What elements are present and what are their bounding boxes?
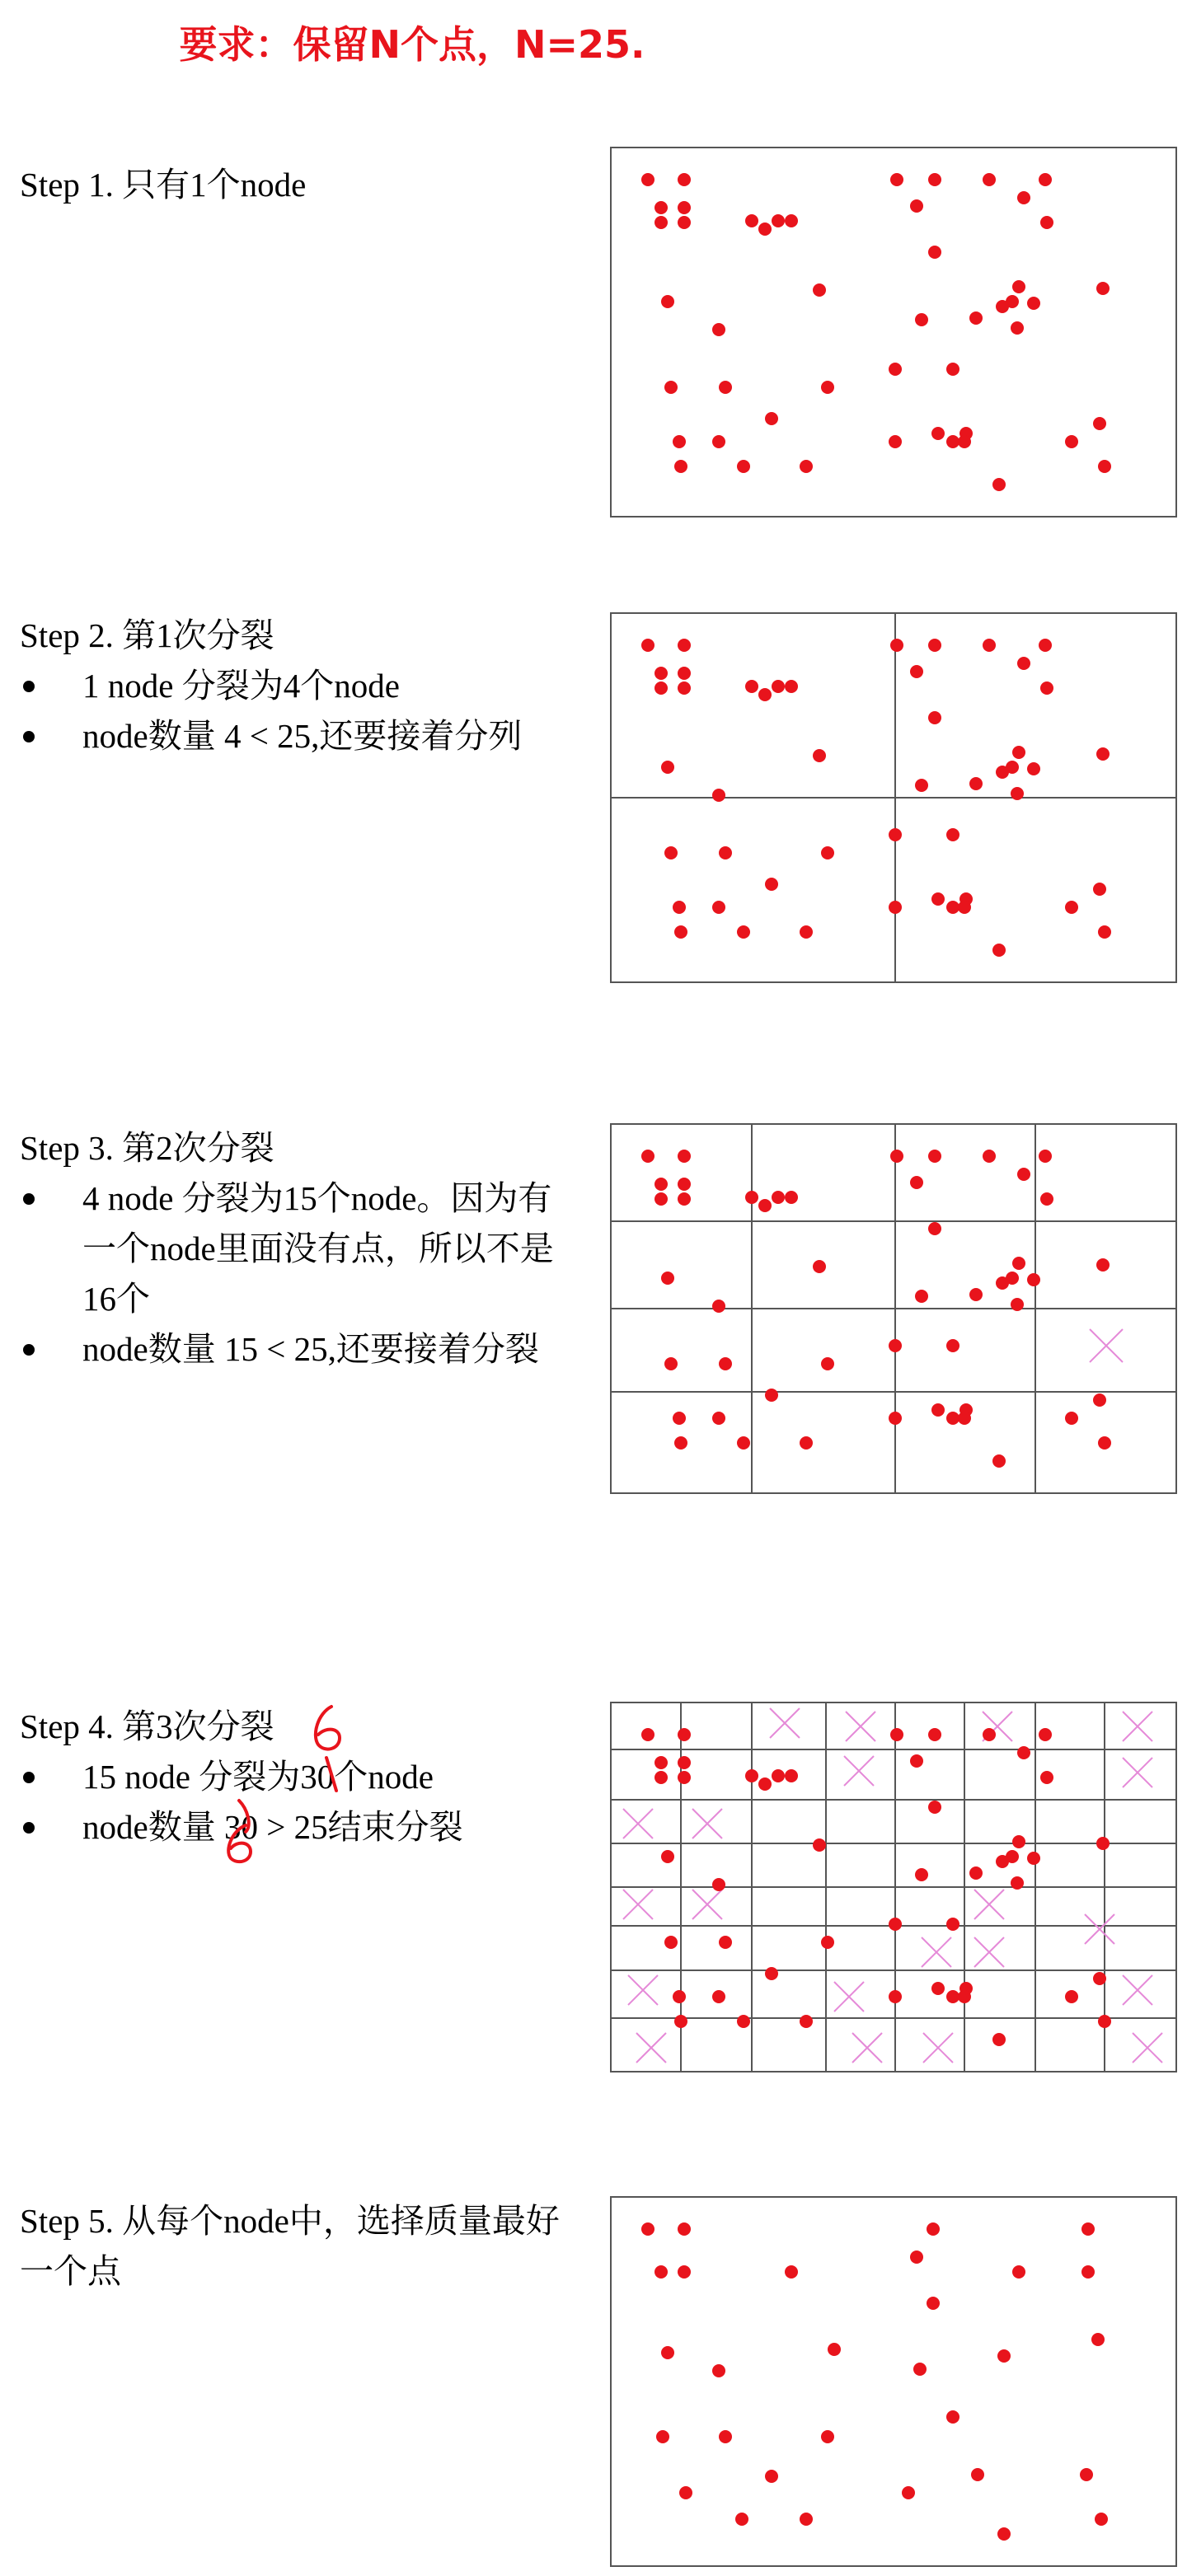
feature-point (969, 1288, 983, 1301)
feature-point (1011, 1298, 1024, 1311)
feature-point (946, 1990, 959, 2003)
feature-point (737, 460, 750, 473)
step-4-handwriting (0, 1702, 577, 1899)
feature-point (678, 681, 691, 695)
step-4-bullet-1: 15 node 分裂为30个node (20, 1752, 564, 1802)
feature-point (654, 681, 668, 695)
feature-point (758, 222, 772, 236)
feature-point (712, 789, 725, 802)
selected-point (678, 2222, 691, 2236)
selected-point (902, 2486, 915, 2499)
selected-point (785, 2265, 798, 2279)
feature-point (813, 1838, 826, 1852)
feature-point (928, 639, 941, 652)
empty-node-cross-icon (974, 1937, 1004, 1967)
feature-point (890, 639, 903, 652)
feature-point (946, 1339, 959, 1352)
step-3-bullet-2: node数量 15 < 25,还要接着分裂 (20, 1324, 564, 1375)
feature-point (712, 435, 725, 448)
feature-point (719, 1936, 732, 1949)
feature-point (915, 779, 928, 792)
feature-point (821, 381, 834, 394)
step-5-heading: Step 5. 从每个node中，选择质量最好一个点 (20, 2202, 560, 2290)
feature-point (1039, 639, 1052, 652)
selected-point (712, 2364, 725, 2377)
feature-point (800, 460, 813, 473)
feature-point (992, 944, 1006, 957)
selected-point (1012, 2265, 1025, 2279)
step-3-heading: Step 3. 第2次分裂 (20, 1129, 274, 1167)
empty-node-cross-icon (628, 1975, 658, 2005)
empty-node-cross-icon (636, 2033, 666, 2063)
selected-point (679, 2486, 692, 2499)
feature-point (1040, 681, 1053, 695)
feature-point (1027, 762, 1040, 775)
feature-point (673, 1990, 686, 2003)
step-5-text (20, 2196, 564, 2297)
empty-node-cross-icon (974, 1890, 1004, 1919)
step-4-diagram (610, 1702, 1179, 2074)
empty-node-cross-icon (1133, 2033, 1162, 2063)
feature-point (800, 1436, 813, 1450)
feature-point (1065, 1412, 1078, 1425)
feature-point (1040, 1771, 1053, 1784)
feature-point (664, 846, 678, 859)
empty-node-cross-icon (692, 1890, 722, 1919)
feature-point (661, 761, 674, 774)
feature-point (983, 1728, 996, 1741)
feature-point (745, 1191, 758, 1204)
feature-point (719, 846, 732, 859)
feature-point (1039, 1150, 1052, 1163)
selected-point (719, 2430, 732, 2443)
empty-node-cross-icon (692, 1809, 722, 1838)
selected-point (997, 2349, 1011, 2363)
feature-point (674, 1436, 687, 1450)
selected-point (946, 2410, 959, 2424)
feature-point (813, 749, 826, 762)
step-2-text (20, 611, 564, 761)
empty-node-cross-icon (846, 1712, 875, 1741)
feature-point (813, 283, 826, 297)
feature-point (1027, 1273, 1040, 1286)
empty-node-cross-icon (922, 1937, 951, 1967)
feature-point (1012, 1835, 1025, 1848)
empty-node-cross-icon (623, 1809, 653, 1838)
feature-point (641, 173, 654, 186)
feature-point (641, 1150, 654, 1163)
feature-point (800, 925, 813, 939)
step-3-grid (611, 1124, 1176, 1493)
feature-point (915, 1868, 928, 1881)
selected-point (765, 2470, 778, 2483)
step-3-empty-node-cross-icon (1090, 1329, 1123, 1362)
feature-point (765, 1967, 778, 1980)
feature-point (928, 1801, 941, 1814)
feature-point (928, 246, 941, 259)
step-2-heading: Step 2. 第1次分裂 (20, 616, 274, 654)
step-2-diagram (610, 612, 1179, 985)
feature-point (910, 1754, 923, 1768)
feature-point (1039, 173, 1052, 186)
feature-point (992, 1454, 1006, 1468)
selected-point (971, 2468, 984, 2481)
handwritten-strike-top (326, 1758, 336, 1791)
feature-point (1011, 321, 1024, 335)
feature-point (910, 1176, 923, 1189)
feature-point (946, 435, 959, 448)
selected-point (678, 2265, 691, 2279)
feature-point (673, 435, 686, 448)
feature-point (1017, 1168, 1030, 1181)
feature-point (661, 295, 674, 308)
step-2-bullet-2: node数量 4 < 25,还要接着分列 (20, 711, 564, 761)
feature-point (915, 1290, 928, 1303)
feature-point (915, 313, 928, 326)
feature-point (661, 1272, 674, 1285)
feature-point (889, 363, 902, 376)
feature-point (946, 1412, 959, 1425)
feature-point (712, 1990, 725, 2003)
selected-point (1095, 2513, 1108, 2526)
step-4-grid (611, 1703, 1176, 2072)
feature-point (678, 201, 691, 214)
feature-point (772, 1769, 785, 1782)
feature-point (889, 1412, 902, 1425)
empty-node-cross-icon (834, 1982, 864, 2012)
feature-point (772, 680, 785, 693)
feature-point (745, 1769, 758, 1782)
feature-point (931, 427, 945, 440)
empty-node-cross-icon (1123, 1975, 1152, 2005)
selected-point (661, 2346, 674, 2359)
feature-point (996, 1276, 1009, 1290)
feature-point (890, 173, 903, 186)
feature-point (674, 460, 687, 473)
step-1-points (641, 173, 1111, 491)
feature-point (889, 1990, 902, 2003)
feature-point (983, 1150, 996, 1163)
feature-point (889, 1918, 902, 1931)
step-3-bullet-1: 4 node 分裂为15个node。因为有一个node里面没有点，所以不是16个 (20, 1173, 564, 1324)
step-2-bullet-1: 1 node 分裂为4个node (20, 661, 564, 711)
feature-point (969, 311, 983, 325)
feature-point (1027, 297, 1040, 310)
feature-point (890, 1728, 903, 1741)
feature-point (719, 1357, 732, 1370)
feature-point (958, 1412, 971, 1425)
step-1-heading: Step 1. 只有1个node (20, 166, 307, 204)
feature-point (931, 892, 945, 906)
feature-point (654, 1771, 668, 1784)
empty-node-cross-icon (844, 1756, 874, 1786)
step-4-empty-node-marks (623, 1708, 1162, 2063)
feature-point (678, 173, 691, 186)
feature-point (765, 412, 778, 425)
feature-point (992, 478, 1006, 491)
feature-point (664, 381, 678, 394)
selected-point (821, 2430, 834, 2443)
feature-point (654, 667, 668, 680)
feature-point (969, 777, 983, 790)
feature-point (654, 201, 668, 214)
empty-node-cross-icon (1123, 1712, 1152, 1741)
selected-point (910, 2250, 923, 2264)
feature-point (946, 1918, 959, 1931)
feature-point (946, 363, 959, 376)
feature-point (1017, 191, 1030, 204)
feature-point (931, 1403, 945, 1417)
feature-point (719, 381, 732, 394)
feature-point (1017, 1746, 1030, 1759)
feature-point (1098, 1436, 1111, 1450)
selected-point (641, 2222, 654, 2236)
feature-point (678, 1150, 691, 1163)
feature-point (712, 1878, 725, 1891)
selected-point (1091, 2333, 1105, 2346)
feature-point (772, 1191, 785, 1204)
feature-point (1011, 787, 1024, 800)
feature-point (641, 1728, 654, 1741)
feature-point (996, 300, 1009, 313)
feature-point (737, 2015, 750, 2028)
feature-point (673, 1412, 686, 1425)
feature-point (785, 1769, 798, 1782)
feature-point (1096, 282, 1110, 295)
feature-point (928, 1728, 941, 1741)
feature-point (1098, 925, 1111, 939)
feature-point (737, 1436, 750, 1450)
feature-point (772, 214, 785, 227)
step-4-bullet-2: node数量 30 > 25结束分裂 (20, 1802, 564, 1852)
handwritten-six-top (316, 1707, 340, 1749)
feature-point (678, 1728, 691, 1741)
selected-point (1080, 2468, 1093, 2481)
feature-point (1065, 435, 1078, 448)
feature-point (641, 639, 654, 652)
feature-point (654, 1192, 668, 1206)
feature-point (821, 1936, 834, 1949)
step-1-text (20, 160, 564, 210)
empty-node-cross-icon (770, 1708, 800, 1738)
step-5-diagram (610, 2196, 1179, 2569)
feature-point (931, 1982, 945, 1995)
selected-point (1081, 2265, 1095, 2279)
selected-point (800, 2513, 813, 2526)
feature-point (1011, 1876, 1024, 1890)
feature-point (1065, 901, 1078, 914)
selected-point (654, 2265, 668, 2279)
feature-point (654, 216, 668, 229)
feature-point (785, 1191, 798, 1204)
feature-point (928, 1222, 941, 1235)
selected-point (913, 2363, 927, 2376)
feature-point (1040, 1192, 1053, 1206)
feature-point (910, 199, 923, 213)
feature-point (785, 680, 798, 693)
empty-node-cross-icon (1085, 1914, 1114, 1944)
feature-point (758, 1199, 772, 1212)
empty-node-cross-icon (852, 2033, 882, 2063)
feature-point (889, 901, 902, 914)
feature-point (674, 925, 687, 939)
feature-point (745, 680, 758, 693)
feature-point (678, 639, 691, 652)
feature-point (1096, 1837, 1110, 1850)
empty-node-cross-icon (623, 1890, 653, 1919)
feature-point (758, 688, 772, 701)
step-1-diagram (610, 147, 1179, 519)
feature-point (1012, 746, 1025, 759)
feature-point (745, 214, 758, 227)
feature-point (983, 173, 996, 186)
feature-point (958, 1990, 971, 2003)
feature-point (889, 828, 902, 841)
feature-point (737, 925, 750, 939)
feature-point (765, 1389, 778, 1402)
feature-point (1093, 883, 1106, 896)
selected-point (1081, 2222, 1095, 2236)
feature-point (664, 1357, 678, 1370)
feature-point (890, 1150, 903, 1163)
feature-point (821, 1357, 834, 1370)
feature-point (889, 435, 902, 448)
feature-point (1040, 216, 1053, 229)
feature-point (983, 639, 996, 652)
feature-point (889, 1339, 902, 1352)
step-5-points (641, 2222, 1108, 2541)
feature-point (928, 1150, 941, 1163)
feature-point (678, 1756, 691, 1769)
feature-point (765, 878, 778, 891)
empty-node-cross-icon (1123, 1758, 1152, 1787)
feature-point (928, 173, 941, 186)
selected-point (735, 2513, 748, 2526)
feature-point (1093, 1393, 1106, 1407)
feature-point (712, 1300, 725, 1313)
feature-point (1093, 1972, 1106, 1985)
feature-point (758, 1777, 772, 1791)
feature-point (1096, 1258, 1110, 1272)
selected-point (997, 2527, 1011, 2541)
feature-point (678, 667, 691, 680)
feature-point (678, 216, 691, 229)
feature-point (785, 214, 798, 227)
selected-point (828, 2343, 841, 2356)
feature-point (664, 1936, 678, 1949)
step-4-heading: Step 4. 第3次分裂 (20, 1707, 274, 1745)
feature-point (673, 901, 686, 914)
feature-point (661, 1850, 674, 1863)
feature-point (996, 1855, 1009, 1868)
feature-point (996, 766, 1009, 779)
feature-point (712, 901, 725, 914)
feature-point (1065, 1990, 1078, 2003)
feature-point (1012, 1257, 1025, 1270)
feature-point (969, 1866, 983, 1880)
feature-point (674, 2015, 687, 2028)
step-3-text (20, 1123, 564, 1375)
feature-point (1098, 2015, 1111, 2028)
page-title: 要求：保留N个点，N=25. (179, 22, 645, 67)
step-1-frame (611, 148, 1176, 517)
feature-point (946, 901, 959, 914)
feature-point (1098, 460, 1111, 473)
feature-point (1027, 1852, 1040, 1865)
feature-point (1096, 747, 1110, 761)
feature-point (958, 901, 971, 914)
feature-point (992, 2033, 1006, 2046)
feature-point (946, 828, 959, 841)
feature-point (813, 1260, 826, 1273)
feature-point (1017, 657, 1030, 670)
feature-point (928, 711, 941, 724)
feature-point (712, 323, 725, 336)
feature-point (654, 1756, 668, 1769)
step-5-frame (611, 2197, 1176, 2566)
feature-point (678, 1771, 691, 1784)
feature-point (1039, 1728, 1052, 1741)
feature-point (910, 665, 923, 678)
feature-point (654, 1178, 668, 1191)
feature-point (1012, 280, 1025, 293)
selected-point (927, 2222, 940, 2236)
feature-point (712, 1412, 725, 1425)
feature-point (821, 846, 834, 859)
step-3-diagram (610, 1123, 1179, 1496)
feature-point (958, 435, 971, 448)
feature-point (1093, 417, 1106, 430)
feature-point (678, 1192, 691, 1206)
empty-node-cross-icon (923, 2033, 953, 2063)
feature-point (800, 2015, 813, 2028)
selected-point (656, 2430, 669, 2443)
feature-point (678, 1178, 691, 1191)
selected-point (927, 2297, 940, 2310)
